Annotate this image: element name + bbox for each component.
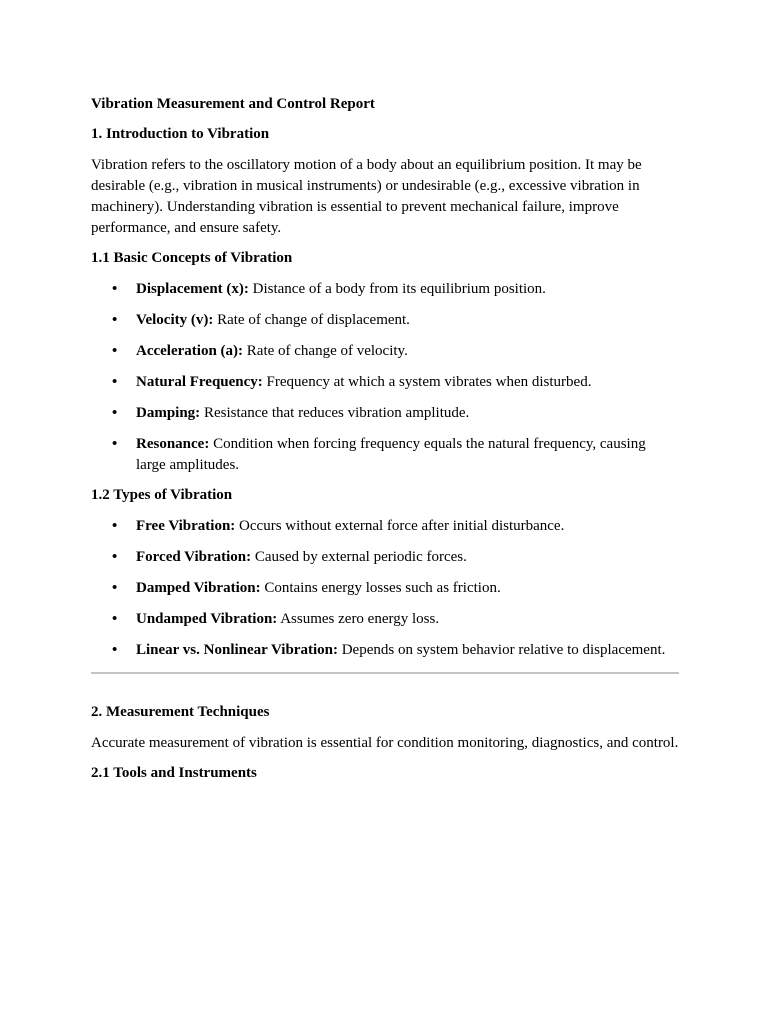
list-item (91, 516, 679, 537)
bullet-icon: • (112, 611, 118, 627)
bullet-icon: • (112, 549, 118, 565)
list-item (91, 578, 679, 599)
list-item-term: Displacement (x): (136, 281, 249, 297)
list-item-description: Depends on system behavior relative to displacement. (337, 642, 666, 658)
list-item-term: Resonance: (136, 436, 210, 452)
list-item-description: Resistance that reduces vibration amplitude. (200, 405, 470, 421)
list-item-term: Damping: (136, 405, 201, 421)
list-item-term: Forced Vibration: (136, 549, 252, 565)
list-item-description: Rate of change of velocity. (243, 343, 408, 359)
list-item-description: Distance of a body from its equilibrium position. (248, 281, 546, 297)
bullet-icon: • (112, 312, 118, 328)
subsection-1-2-heading: 1.2 Types of Vibration (91, 487, 233, 503)
list-item (91, 372, 679, 393)
list-item-term: Velocity (v): (136, 312, 214, 328)
bullet-icon: • (112, 642, 118, 658)
section-divider (91, 672, 679, 674)
list-item-description: Occurs without external force after initial disturbance. (235, 518, 565, 534)
section-2-intro: Accurate measurement of vibration is essential for condition monitoring, diagnostics, and control. (91, 735, 679, 751)
list-item (91, 341, 679, 362)
document-title: Vibration Measurement and Control Report (91, 96, 375, 112)
list-item-description: Rate of change of displacement. (213, 312, 410, 328)
vibration-types-list (91, 516, 679, 661)
list-item-description: Contains energy losses such as friction. (260, 580, 501, 596)
list-item-term: Undamped Vibration: (136, 611, 278, 627)
subsection-1-1-heading: 1.1 Basic Concepts of Vibration (91, 250, 293, 266)
section-1-intro: Vibration refers to the oscillatory motion of a body about an equilibrium position. It may be desirable (e.g., vibration in musical instruments) or undesirable (e.g., excessive vibration in machinery). Understanding vibration is essential to prevent mechanical failure, improve performance, and ensure safety. (91, 157, 642, 236)
list-item-description: Frequency at which a system vibrates when disturbed. (262, 374, 592, 390)
list-item-term: Linear vs. Nonlinear Vibration: (136, 642, 338, 658)
document-page (91, 92, 679, 784)
list-item (91, 279, 679, 300)
section-2-heading: 2. Measurement Techniques (91, 704, 270, 720)
list-item (91, 434, 679, 476)
list-item (91, 609, 679, 630)
basic-concepts-list (91, 279, 679, 476)
bullet-icon: • (112, 518, 118, 534)
list-item (91, 310, 679, 331)
list-item-term: Natural Frequency: (136, 374, 263, 390)
list-item-description: Assumes zero energy loss. (277, 611, 440, 627)
subsection-2-1-heading: 2.1 Tools and Instruments (91, 765, 257, 781)
bullet-icon: • (112, 580, 118, 596)
bullet-icon: • (112, 405, 118, 421)
bullet-icon: • (112, 343, 118, 359)
section-1-heading: 1. Introduction to Vibration (91, 126, 270, 142)
list-item-description: Condition when forcing frequency equals the natural frequency, causing large amplitudes. (136, 436, 646, 473)
bullet-icon: • (112, 281, 118, 297)
list-item (91, 547, 679, 568)
list-item (91, 640, 679, 661)
bullet-icon: • (112, 436, 118, 452)
list-item-term: Damped Vibration: (136, 580, 261, 596)
list-item-term: Acceleration (a): (136, 343, 244, 359)
list-item-description: Caused by external periodic forces. (251, 549, 467, 565)
bullet-icon: • (112, 374, 118, 390)
list-item (91, 403, 679, 424)
list-item-term: Free Vibration: (136, 518, 236, 534)
